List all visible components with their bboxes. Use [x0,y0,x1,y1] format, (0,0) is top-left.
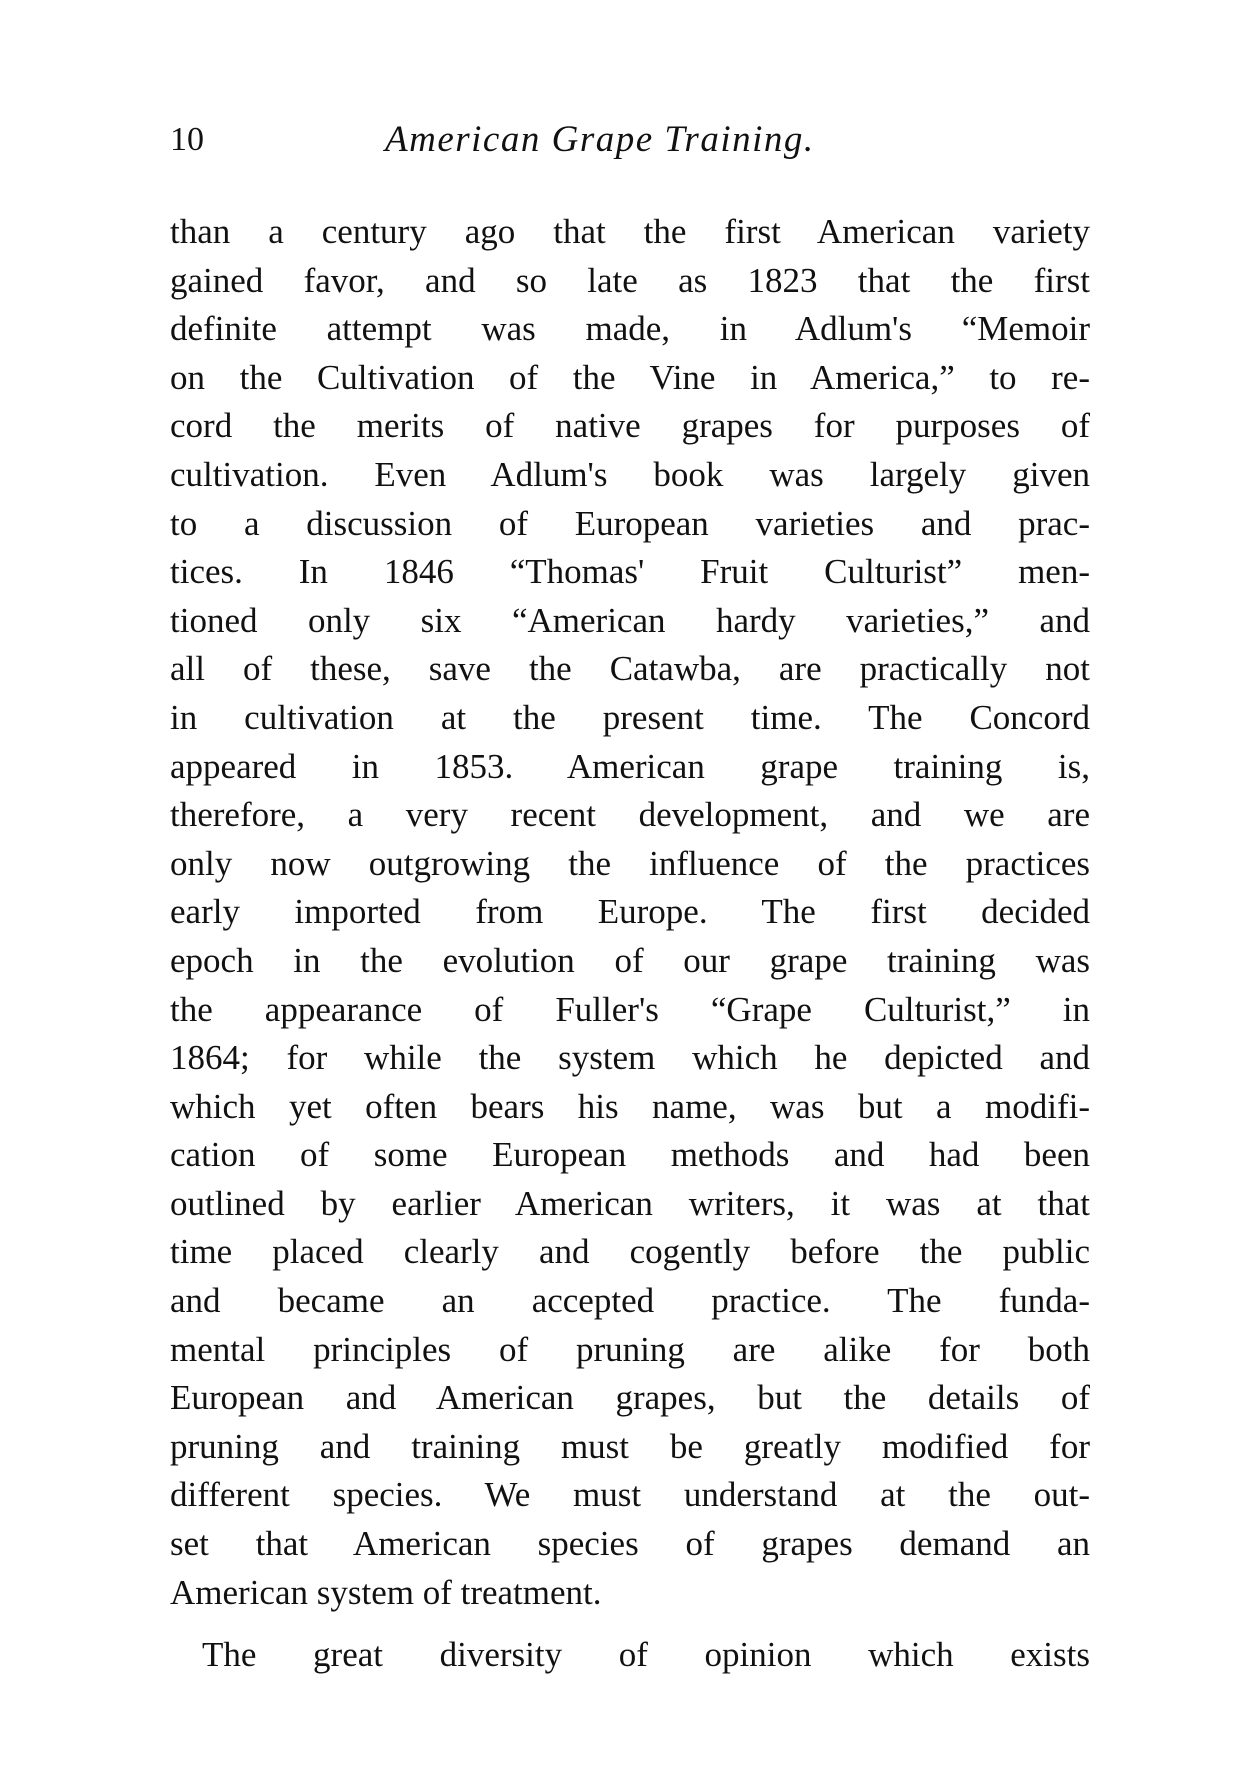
text-line: mental principles of pruning are alike for both [170,1329,1090,1369]
text-line: pruning and training must be greatly modified for [170,1426,1090,1466]
text-line: time placed clearly and cogently before the public [170,1232,1090,1272]
text-line: on the Cultivation of the Vine in America,” to re- [170,357,1090,397]
text-line: The great diversity of opinion which exists [202,1635,1090,1675]
text-line: the appearance of Fuller's “Grape Culturist,” in [170,989,1090,1029]
paragraph-gap [170,1617,1090,1631]
running-title: American Grape Training. [385,119,815,160]
text-line: different species. We must understand at the out- [170,1475,1090,1515]
text-line: cord the merits of native grapes for purposes of [170,406,1090,446]
text-line: cultivation. Even Adlum's book was largely given [170,454,1090,494]
text-line: European and American grapes, but the details of [170,1378,1090,1418]
text-line-last: American system of treatment. [170,1572,602,1612]
text-line: and became an accepted practice. The funda- [170,1281,1090,1321]
text-line: appeared in 1853. American grape training is, [170,746,1090,786]
text-line: tioned only six “American hardy varieties,” and [170,600,1090,640]
running-head [170,118,1090,162]
text-line: definite attempt was made, in Adlum's “Memoir [170,309,1090,349]
text-line: only now outgrowing the influence of the practices [170,843,1090,883]
text-line: outlined by earlier American writers, it was at that [170,1183,1090,1223]
text-line: therefore, a very recent development, and we are [170,795,1090,835]
text-line: all of these, save the Catawba, are practically not [170,649,1090,689]
text-line: gained favor, and so late as 1823 that the first [170,260,1090,300]
body-text [170,208,1090,1680]
text-line: tices. In 1846 “Thomas' Fruit Culturist” men- [170,552,1090,592]
text-line: to a discussion of European varieties and prac- [170,503,1090,543]
text-line: than a century ago that the first American variety [170,212,1090,251]
text-line: epoch in the evolution of our grape training was [170,940,1090,980]
text-line: early imported from Europe. The first decided [170,892,1090,932]
paragraph-1 [170,208,1090,1617]
text-line: 1864; for while the system which he depicted and [170,1038,1090,1078]
text-line: cation of some European methods and had been [170,1135,1090,1175]
paragraph-2 [170,1631,1090,1680]
text-line: in cultivation at the present time. The Concord [170,697,1090,737]
page-number: 10 [170,121,204,158]
text-line: set that American species of grapes demand an [170,1524,1090,1564]
text-line: which yet often bears his name, was but a modifi- [170,1086,1090,1126]
